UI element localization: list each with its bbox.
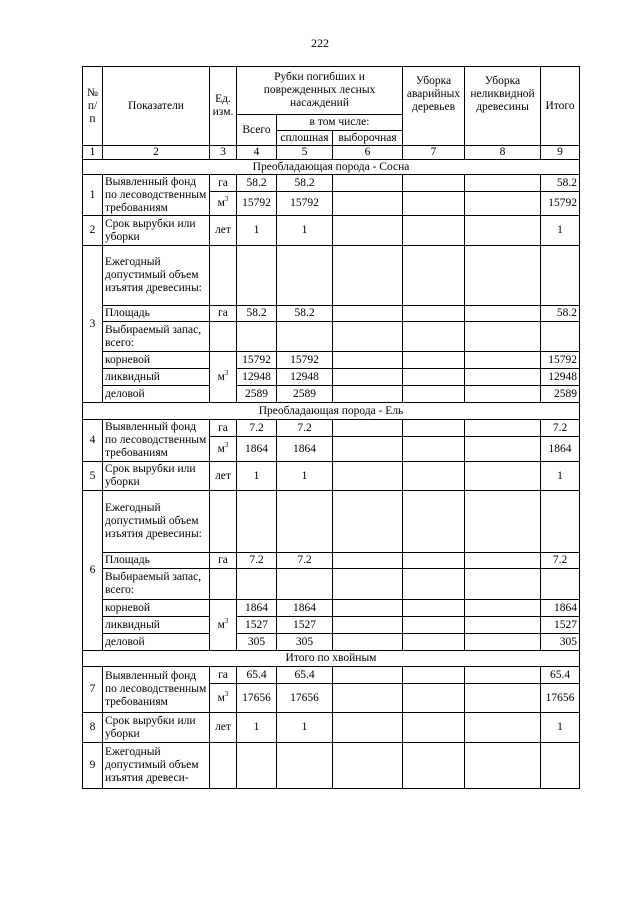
value-cell: 2589: [237, 386, 277, 403]
value-cell: 58.2: [277, 306, 333, 322]
section-title: Преобладающая порода - Сосна: [83, 160, 580, 175]
unit-cell: $м^3$: [210, 192, 237, 216]
section-title: Преобладающая порода - Ель: [83, 403, 580, 420]
row-label: ликвидный: [103, 617, 210, 634]
value-cell: 1: [237, 462, 277, 491]
value-cell: 7.2: [237, 420, 277, 437]
row-label: Площадь: [103, 306, 210, 322]
row-label: Ежегодный допустимый объем изъятия древеси-: [103, 743, 210, 789]
value-cell: 1864: [277, 437, 333, 462]
unit-cell: га: [210, 667, 237, 684]
value-cell: 1: [541, 216, 580, 246]
value-cell: 2589: [541, 386, 580, 403]
header-unit: Ед. изм.: [210, 67, 237, 146]
value-cell: 1527: [277, 617, 333, 634]
value-cell: 58.2: [541, 306, 580, 322]
row-label: Выявленный фонд по лесоводственным требованиям: [103, 667, 210, 713]
row-number: 2: [83, 216, 103, 246]
header-including: в том числе:: [277, 115, 403, 131]
header-nonliquid: Уборка неликвидной древесины: [465, 67, 541, 146]
header-clear: сплошная: [277, 131, 333, 146]
col-number: 3: [210, 146, 237, 160]
row-number: 6: [83, 491, 103, 651]
section-title: Итого по хвойным: [83, 651, 580, 667]
row-label: Срок вырубки или уборки: [103, 462, 210, 491]
value-cell: 305: [541, 634, 580, 651]
row-label: Срок вырубки или уборки: [103, 713, 210, 743]
value-cell: 305: [237, 634, 277, 651]
header-fellings: Рубки погибших и поврежденных лесных насаждений: [237, 67, 403, 115]
value-cell: 17656: [237, 684, 277, 713]
unit-cell: лет: [210, 462, 237, 491]
row-number: 9: [83, 743, 103, 789]
col-number: 5: [277, 146, 333, 160]
value-cell: 7.2: [277, 553, 333, 569]
value-cell: 15792: [277, 192, 333, 216]
value-cell: 1: [277, 216, 333, 246]
value-cell: 7.2: [541, 553, 580, 569]
col-number: 6: [333, 146, 403, 160]
value-cell: 1: [277, 462, 333, 491]
col-number: 7: [403, 146, 465, 160]
value-cell: 15792: [277, 352, 333, 369]
col-number: 1: [83, 146, 103, 160]
unit-cell: га: [210, 306, 237, 322]
row-number: 3: [83, 246, 103, 403]
unit-cell: $м^3$: [210, 352, 237, 403]
value-cell: 65.4: [277, 667, 333, 684]
unit-cell: $м^3$: [210, 684, 237, 713]
row-number: 5: [83, 462, 103, 491]
value-cell: 12948: [237, 369, 277, 386]
value-cell: 15792: [237, 352, 277, 369]
value-cell: 58.2: [237, 306, 277, 322]
row-number: 8: [83, 713, 103, 743]
value-cell: 305: [277, 634, 333, 651]
header-indicators: Показатели: [103, 67, 210, 146]
row-label: Выявленный фонд по лесоводственным требованиям: [103, 420, 210, 462]
row-number: 7: [83, 667, 103, 713]
row-label: деловой: [103, 386, 210, 403]
value-cell: 58.2: [237, 175, 277, 192]
row-label: деловой: [103, 634, 210, 651]
value-cell: 7.2: [541, 420, 580, 437]
value-cell: 7.2: [237, 553, 277, 569]
row-label: Выявленный фонд по лесоводственным требованиям: [103, 175, 210, 216]
unit-cell: лет: [210, 216, 237, 246]
row-label: Выбираемый запас, всего:: [103, 322, 210, 352]
unit-cell: $м^3$: [210, 437, 237, 462]
value-cell: 1864: [541, 600, 580, 617]
value-cell: 58.2: [277, 175, 333, 192]
row-number: 1: [83, 175, 103, 216]
value-cell: 15792: [541, 352, 580, 369]
value-cell: 1527: [237, 617, 277, 634]
row-label: Ежегодный допустимый объем изъятия древесины:: [103, 491, 210, 553]
header-total: Всего: [237, 115, 277, 146]
value-cell: 58.2: [541, 175, 580, 192]
value-cell: 12948: [277, 369, 333, 386]
value-cell: 1: [541, 713, 580, 743]
row-label: Срок вырубки или уборки: [103, 216, 210, 246]
row-label: ликвидный: [103, 369, 210, 386]
row-label: Выбираемый запас, всего:: [103, 569, 210, 600]
col-number: 2: [103, 146, 210, 160]
value-cell: 17656: [277, 684, 333, 713]
forest-felling-table: [82, 66, 580, 789]
value-cell: 15792: [541, 192, 580, 216]
col-number: 8: [465, 146, 541, 160]
value-cell: 17656: [541, 684, 580, 713]
value-cell: 7.2: [277, 420, 333, 437]
header-itogo: Итого: [541, 67, 580, 146]
header-num: № п/п: [83, 67, 103, 146]
unit-cell: $м^3$: [210, 600, 237, 651]
value-cell: 1864: [541, 437, 580, 462]
unit-cell: га: [210, 420, 237, 437]
unit-cell: лет: [210, 713, 237, 743]
value-cell: 1: [541, 462, 580, 491]
value-cell: 1: [237, 216, 277, 246]
row-label: корневой: [103, 352, 210, 369]
value-cell: 65.4: [541, 667, 580, 684]
value-cell: 15792: [237, 192, 277, 216]
header-selective: выборочная: [333, 131, 403, 146]
unit-cell: га: [210, 553, 237, 569]
value-cell: 1864: [237, 600, 277, 617]
col-number: 4: [237, 146, 277, 160]
page-number: 222: [311, 36, 329, 50]
value-cell: 1864: [237, 437, 277, 462]
row-label: Площадь: [103, 553, 210, 569]
row-number: 4: [83, 420, 103, 462]
col-number: 9: [541, 146, 580, 160]
unit-cell: га: [210, 175, 237, 192]
value-cell: 12948: [541, 369, 580, 386]
row-label: Ежегодный допустимый объем изъятия древесины:: [103, 246, 210, 306]
header-emergency: Уборка аварийных деревьев: [403, 67, 465, 146]
value-cell: 1864: [277, 600, 333, 617]
value-cell: 2589: [277, 386, 333, 403]
value-cell: 1: [237, 713, 277, 743]
value-cell: 65.4: [237, 667, 277, 684]
value-cell: 1527: [541, 617, 580, 634]
row-label: корневой: [103, 600, 210, 617]
value-cell: 1: [277, 713, 333, 743]
